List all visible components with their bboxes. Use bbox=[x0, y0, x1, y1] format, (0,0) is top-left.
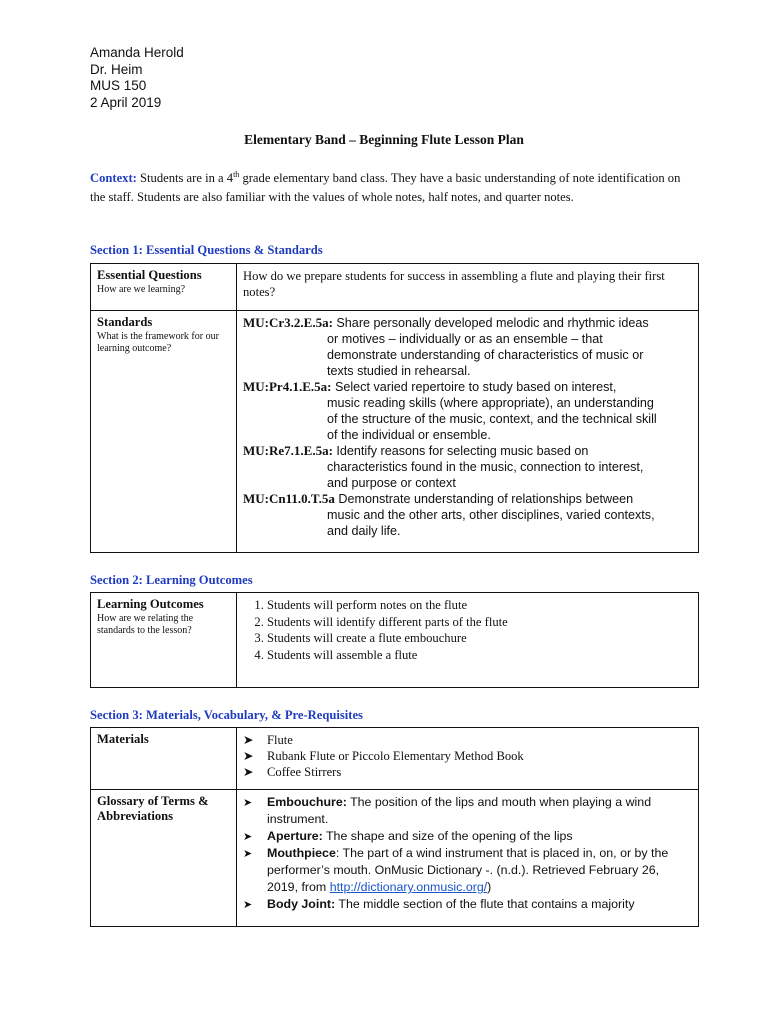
standard-code: MU:Cr3.2.E.5a: bbox=[243, 315, 333, 330]
standards-label: Standards bbox=[97, 315, 153, 329]
section3-table bbox=[90, 727, 699, 927]
standard-code: MU:Re7.1.E.5a: bbox=[243, 443, 333, 458]
document-date: 2 April 2019 bbox=[90, 94, 162, 110]
glossary-label: Glossary of Terms & Abbreviations bbox=[97, 794, 209, 823]
materials-row bbox=[91, 728, 699, 790]
section3-heading: Section 3: Materials, Vocabulary, & Pre-Requisites bbox=[90, 708, 363, 722]
glossary-term: Embouchure: bbox=[267, 795, 347, 809]
glossary-term: Body Joint: bbox=[267, 897, 336, 911]
learning-outcomes-row bbox=[91, 593, 699, 688]
context-paragraph bbox=[90, 165, 690, 207]
materials-label: Materials bbox=[97, 732, 149, 746]
author-name: Amanda Herold bbox=[90, 45, 184, 60]
section2-heading: Section 2: Learning Outcomes bbox=[90, 573, 253, 587]
standard-item: MU:Cr3.2.E.5a: Share personally developed melodic and rhythmic ideas or motives – individually or as an ensemble – that demonstrate understanding of characteristics of music or texts studied in rehearsal. bbox=[243, 315, 649, 378]
glossary-term: Mouthpiece bbox=[267, 846, 336, 860]
learning-outcomes-list bbox=[243, 597, 692, 663]
section2-table bbox=[90, 592, 699, 688]
essential-questions-sublabel: How are we learning? bbox=[97, 284, 186, 295]
list-item: 3. Students will create a flute embouchure bbox=[267, 630, 692, 647]
arrow-bullet-icon: ➤ bbox=[243, 765, 254, 779]
list-item: ➤ Coffee Stirrers bbox=[243, 765, 342, 779]
list-item: 1. Students will perform notes on the flute bbox=[267, 597, 692, 614]
list-item: ➤ Rubank Flute or Piccolo Elementary Method Book bbox=[243, 749, 524, 763]
glossary-item: ➤ Aperture: The shape and size of the opening of the lips bbox=[243, 829, 573, 843]
context-superscript: th bbox=[233, 170, 240, 179]
learning-outcomes-label: Learning Outcomes bbox=[97, 597, 204, 611]
arrow-bullet-icon: ➤ bbox=[243, 796, 253, 809]
arrow-bullet-icon: ➤ bbox=[243, 847, 253, 860]
context-label: Context: bbox=[90, 171, 137, 186]
standard-code: MU:Cn11.0.T.5a bbox=[243, 491, 335, 506]
materials-list bbox=[243, 732, 692, 780]
standards-list bbox=[237, 311, 699, 553]
list-item: 2. Students will identify different parts of the flute bbox=[267, 614, 692, 631]
learning-outcomes-sublabel: How are we relating the standards to the lesson? bbox=[97, 613, 194, 636]
glossary-term: Aperture: bbox=[267, 829, 323, 843]
arrow-bullet-icon: ➤ bbox=[243, 733, 254, 747]
standard-code: MU:Pr4.1.E.5a: bbox=[243, 379, 332, 394]
standards-sublabel: What is the framework for our learning outcome? bbox=[97, 331, 219, 354]
essential-questions-label: Essential Questions bbox=[97, 268, 202, 282]
standards-row bbox=[91, 311, 699, 553]
glossary-item: ➤ Embouchure: The position of the lips and mouth when playing a wind instrument. bbox=[243, 795, 652, 826]
glossary-row bbox=[91, 790, 699, 927]
essential-question-text: How do we prepare students for success in assembling a flute and playing their first notes? bbox=[237, 264, 699, 311]
glossary-list bbox=[243, 794, 692, 913]
arrow-bullet-icon: ➤ bbox=[243, 898, 253, 911]
essential-questions-row bbox=[91, 264, 699, 311]
course-code: MUS 150 bbox=[90, 78, 147, 93]
arrow-bullet-icon: ➤ bbox=[243, 749, 254, 763]
instructor-name: Dr. Heim bbox=[90, 61, 143, 77]
list-item: 4. Students will assemble a flute bbox=[267, 647, 692, 664]
list-item: ➤ Flute bbox=[243, 733, 293, 747]
glossary-item: ➤ Mouthpiece: The part of a wind instrument that is placed in, on, or by the performer’s mouth. OnMusic Dictionary -. (n.d.). Retrieved February 26, 2019, from http://dictionary.onmusic.org/) bbox=[243, 846, 669, 894]
arrow-bullet-icon: ➤ bbox=[243, 830, 253, 843]
standard-item: MU:Pr4.1.E.5a: Select varied repertoire to study based on interest, music reading skills (where appropriate), an understanding of the structure of the music, context, and the technical skill of the individual or ensemble. bbox=[243, 379, 657, 442]
context-text-after: grade elementary band class. They have a basic understanding of note identification on the staff. Students are also familiar with the values of whole notes, half notes, and quarter notes. bbox=[90, 171, 681, 205]
document-header bbox=[90, 45, 184, 111]
context-text-before: Students are in a 4 bbox=[136, 171, 234, 186]
glossary-item: ➤ Body Joint: The middle section of the flute that contains a majority bbox=[243, 897, 635, 911]
standard-item: MU:Cn11.0.T.5a Demonstrate understanding of relationships between music and the other arts, other disciplines, varied contexts, and daily life. bbox=[243, 491, 655, 538]
page-title: Elementary Band – Beginning Flute Lesson Plan bbox=[244, 132, 524, 147]
section1-table bbox=[90, 263, 699, 553]
section1-heading: Section 1: Essential Questions & Standards bbox=[90, 243, 323, 257]
dictionary-link[interactable]: http://dictionary.onmusic.org/ bbox=[329, 880, 488, 894]
standard-item: MU:Re7.1.E.5a: Identify reasons for selecting music based on characteristics found in the music, connection to interest, and purpose or context bbox=[243, 443, 644, 490]
